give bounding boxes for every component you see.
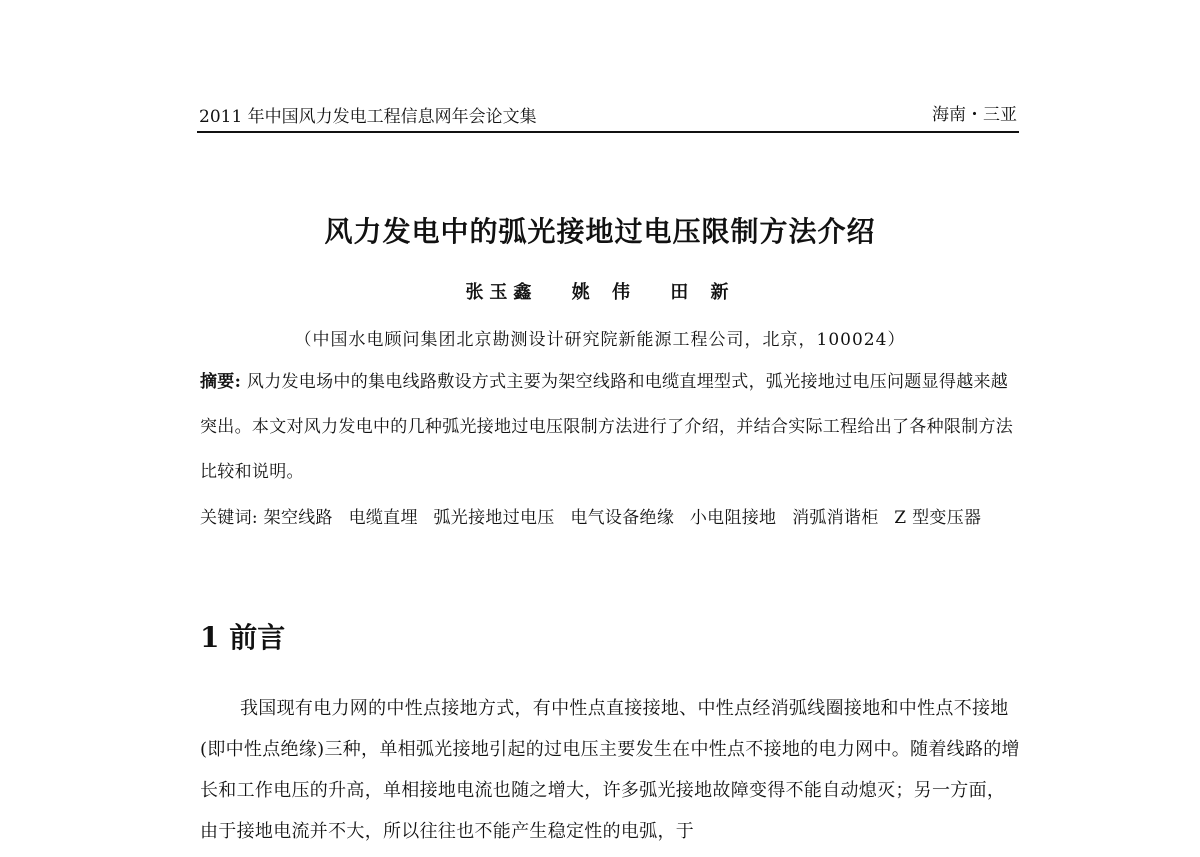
keyword: Z 型变压器 [894, 508, 982, 528]
author-name: 田 新 [670, 282, 735, 303]
proceedings-title: 2011 年中国风力发电工程信息网年会论文集 [199, 107, 537, 127]
author-list [0, 278, 1200, 304]
conference-location: 海南・三亚 [932, 105, 1017, 125]
keyword: 电缆直埋 [348, 508, 418, 528]
keywords-label: 关键词: [200, 508, 258, 528]
author-name: 张玉鑫 [465, 282, 538, 303]
keyword: 消弧消谐柜 [792, 508, 879, 528]
keywords [200, 496, 1022, 541]
body-paragraph: 我国现有电力网的中性点接地方式，有中性点直接接地、中性点经消弧线圈接地和中性点不接地(即中性点绝缘)三种，单相弧光接地引起的过电压主要发生在中性点不接地的电力网中。随着线路的增长和工作电压的升高，单相接地电流也随之增大，许多弧光接地故障变得不能自动熄灭；另一方面，由于接地电流并不大，所以往往也不能产生稳定性的电弧，于 [200, 698, 1020, 842]
keyword: 架空线路 [263, 508, 333, 528]
keyword: 小电阻接地 [689, 508, 777, 528]
section-heading: 1 前言 [200, 621, 286, 654]
abstract [200, 360, 1022, 495]
abstract-text: 风力发电场中的集电线路敷设方式主要为架空线路和电缆直埋型式，弧光接地过电压问题显得越来越突出。本文对风力发电中的几种弧光接地过电压限制方法进行了介绍，并结合实际工程给出了各种限制方法比较和说明。 [200, 372, 1014, 482]
abstract-label: 摘要: [200, 372, 242, 392]
running-header [197, 103, 1019, 133]
author-affiliation: （中国水电顾问集团北京勘测设计研究院新能源工程公司，北京，100024） [294, 330, 906, 350]
keyword: 电气设备绝缘 [570, 508, 675, 528]
author-name: 姚 伟 [571, 282, 636, 303]
keyword: 弧光接地过电压 [433, 508, 555, 528]
paper-title: 风力发电中的弧光接地过电压限制方法介绍 [324, 215, 876, 248]
